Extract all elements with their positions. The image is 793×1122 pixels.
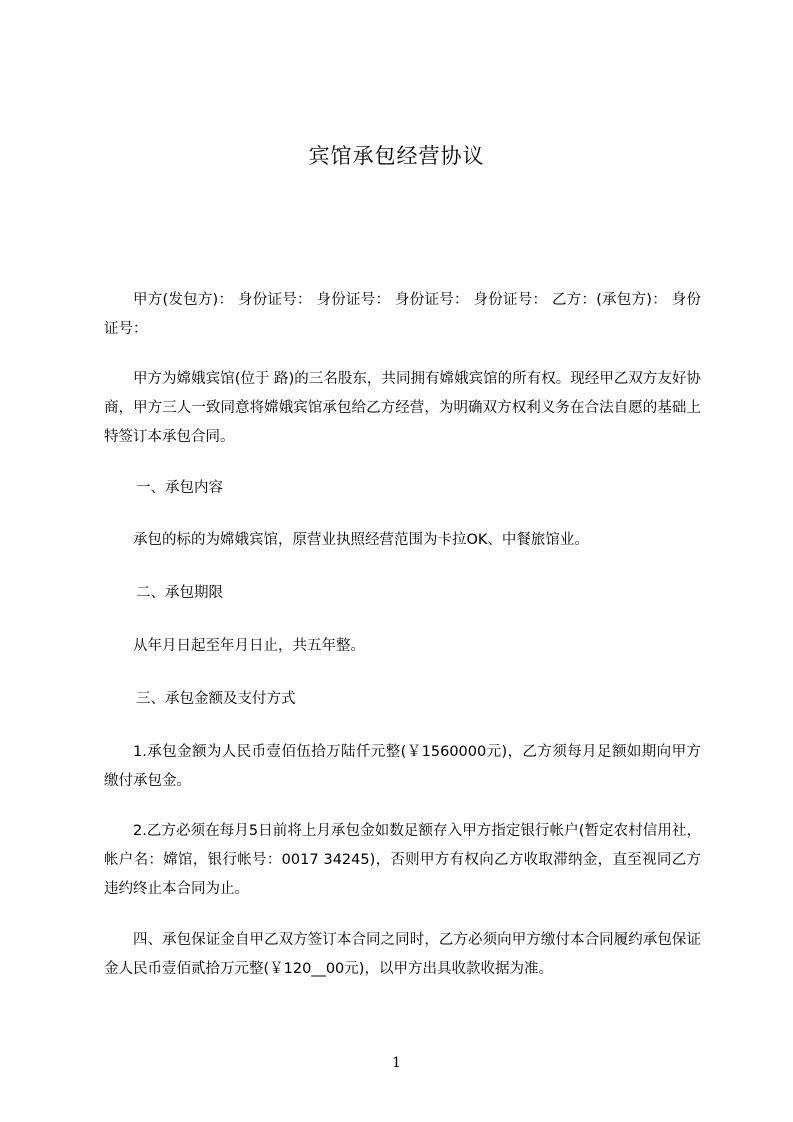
section3-heading: 三、承包金额及支付方式 bbox=[136, 691, 296, 707]
section3-item1: 1.承包金额为人民币壹佰伍拾万陆仟元整(￥1560000元)，乙方须每月足额如期向甲方缴付承包金。 bbox=[104, 744, 701, 789]
section3-item2: 2.乙方必须在每月5日前将上月承包金如数足额存入甲方指定银行帐户(暂定农村信用社，帐户名：嫦馆，银行帐号：0017 34245)，否则甲方有权向乙方收取滞纳金，直至视同乙方违约终止本合同为止。 bbox=[104, 823, 701, 897]
section1-body: 承包的标的为嫦娥宾馆，原营业执照经营范围为卡拉OK、中餐旅馆业。 bbox=[133, 532, 589, 548]
section2-heading: 二、承包期限 bbox=[136, 585, 223, 601]
page-number: 1 bbox=[392, 1055, 401, 1071]
parties-paragraph: 甲方(发包方)： 身份证号： 身份证号： 身份证号： 身份证号： 乙方：(承包方)： 身份证号： bbox=[104, 292, 701, 337]
section2-body: 从年月日起至年月日止，共五年整。 bbox=[133, 638, 365, 654]
document-title: 宾馆承包经营协议 bbox=[308, 144, 485, 168]
section4-paragraph: 四、承包保证金自甲乙双方签订本合同之同时，乙方必须向甲方缴付本合同履约承包保证金人民币壹佰贰拾万元整(￥120__00元)，以甲方出具收款收据为准。 bbox=[104, 932, 701, 977]
intro-paragraph: 甲方为嫦娥宾馆(位于 路)的三名股东，共同拥有嫦娥宾馆的所有权。现经甲乙双方友好协商，甲方三人一致同意将嫦娥宾馆承包给乙方经营，为明确双方权利义务在合法自愿的基础上特签订本承包合同。 bbox=[104, 371, 701, 445]
section1-heading: 一、承包内容 bbox=[136, 480, 223, 496]
